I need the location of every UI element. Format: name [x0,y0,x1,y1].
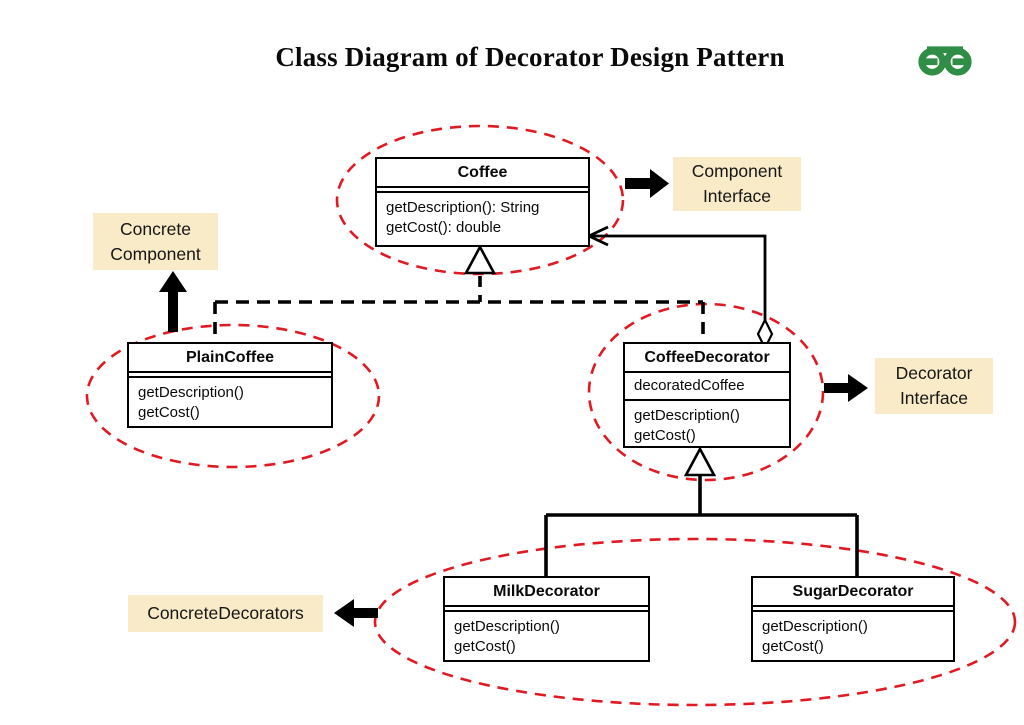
class-attribute: decoratedCoffee [634,377,745,394]
class-method: getCost() [454,638,516,655]
annotation-line: Interface [899,388,969,408]
page-title: Class Diagram of Decorator Design Pattern [275,42,785,72]
attributes-section-coffeedecorator [625,373,789,401]
class-method: getCost() [634,427,696,444]
geeksforgeeks-logo [911,37,979,85]
class-name-sugardecorator: SugarDecorator [753,578,953,607]
class-method: getCost() [138,404,200,421]
class-method: getCost() [762,638,824,655]
annotation-line: Interface [702,186,772,206]
class-method: getDescription() [634,407,740,424]
annotation-line: Decorator [895,363,973,383]
concrete-decorators-arrow [334,599,378,627]
annotation-line: Concrete [119,218,191,239]
methods-section-milkdecorator [445,612,648,662]
class-method: getCost(): double [386,219,502,236]
inheritance-triangle-coffeedecorator [686,449,714,475]
component-interface-arrow [625,169,669,198]
class-box-milkdecorator [443,576,650,662]
class-method: getDescription() [138,384,244,401]
class-method: getDescription() [762,618,868,635]
class-method: getDescription(): String [386,199,540,216]
concrete-component-arrow [159,271,187,332]
annotation-decorator-interface [875,358,993,414]
annotation-line: Component [691,161,783,181]
methods-section-sugardecorator [753,612,953,662]
annotation-concrete-component [93,213,218,270]
methods-section-plaincoffee [129,378,331,428]
class-method: getDescription() [454,618,560,635]
annotation-component-interface [673,157,801,211]
annotation-concrete-decorators [128,595,323,632]
methods-section-coffee [377,193,588,243]
realization-triangle-coffee [466,247,494,273]
logo-glyphs [920,50,970,73]
annotation-line: Component [110,243,201,264]
methods-section-coffeedecorator [625,401,789,451]
class-name-coffeedecorator: CoffeeDecorator [625,344,789,373]
class-box-coffee [375,157,590,247]
class-box-sugardecorator [751,576,955,662]
class-name-plaincoffee: PlainCoffee [129,344,331,373]
decorator-interface-arrow [824,374,868,402]
class-name-coffee: Coffee [377,159,588,188]
annotation-line: ConcreteDecorators [147,603,304,623]
class-name-milkdecorator: MilkDecorator [445,578,648,607]
class-box-coffeedecorator [623,342,791,448]
class-box-plaincoffee [127,342,333,428]
